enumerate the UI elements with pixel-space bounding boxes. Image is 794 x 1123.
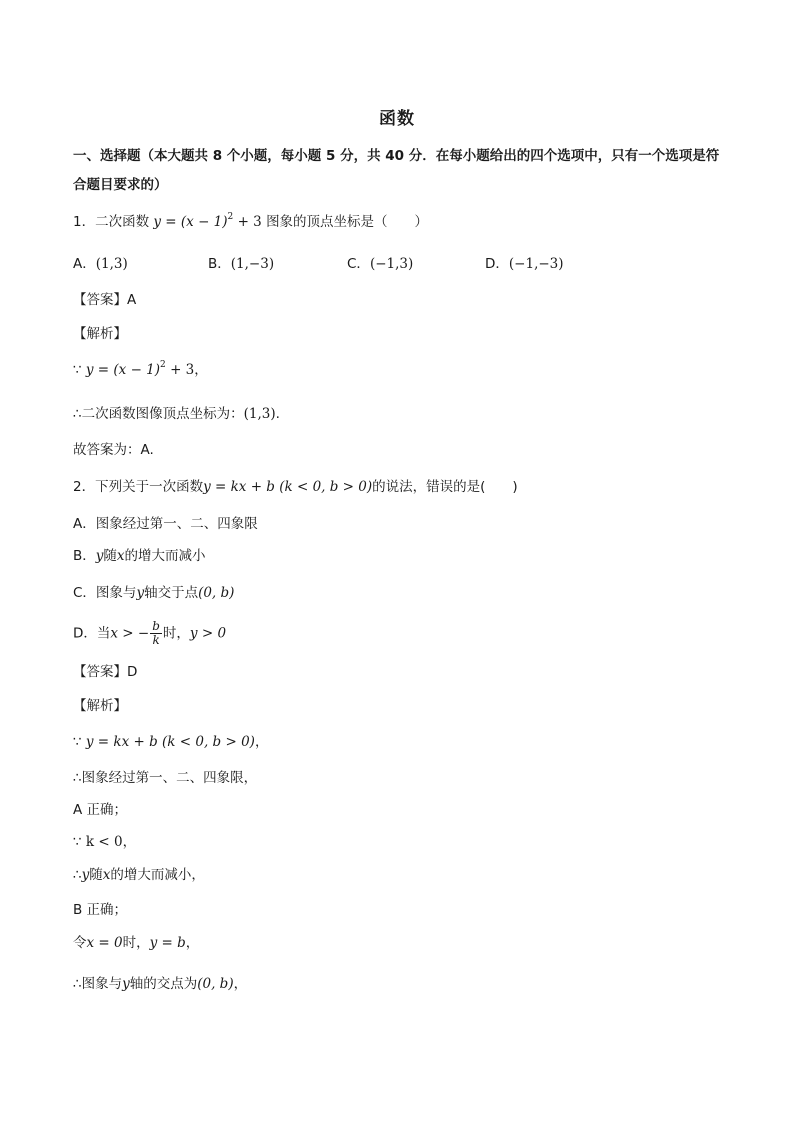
q2-step5-y: y [81,867,90,883]
q2-option-b-mid: 随 [103,548,117,564]
question-2-stem [73,477,518,497]
q2-option-c [73,583,234,603]
q2-option-b-label: B． [73,548,96,564]
q1-suffix: 图象的顶点坐标是（ ） [266,214,429,230]
q2-option-c-y: y [136,585,145,601]
q2-option-a: A．图象经过第一、二、四象限 [73,516,258,532]
q1-formula-tail: + 3 [233,214,262,230]
q2-step7-mid: 时， [122,935,150,951]
q2-prefix: 2．下列关于一次函数 [73,479,204,495]
q2-answer: 【答案】D [73,664,138,680]
q1-step2-value: (1,3) [243,406,276,422]
q2-option-b [73,546,206,566]
q2-option-d-mid: 时， [162,625,190,642]
q2-option-d-inequality: x > − [110,625,150,642]
q1-option-a-label: A． [73,256,96,272]
q1-exponent: 2 [227,212,234,222]
q2-option-b-y: y [95,548,104,564]
therefore-symbol: ∴ [73,867,82,883]
q1-option-d [485,254,564,274]
q1-option-b-label: B． [208,256,231,272]
q2-step4-formula: k < 0 [85,834,123,850]
q2-step-5 [73,865,205,885]
fraction-denominator: k [152,633,160,647]
q1-option-a-value: (1,3) [95,256,128,272]
q2-step8-point: (0, b) [197,976,234,992]
q2-option-c-label: C．图象与 [73,585,137,601]
q2-step-8 [73,974,247,994]
q2-step8-y: y [122,976,130,992]
q2-option-b-x: x [116,548,125,564]
q1-option-d-value: (−1,−3) [508,256,564,272]
q2-step7-suffix: ， [185,935,200,951]
q2-step5-x: x [102,867,111,883]
q1-option-c-value: (−1,3) [369,256,414,272]
section-heading-line2: 合题目要求的） [73,177,168,193]
q2-step1-suffix: ， [254,734,269,750]
q1-option-c-label: C． [347,256,370,272]
q2-step5-mid: 随 [89,867,103,883]
q2-suffix: 的说法，错误的是( ) [372,479,518,495]
q2-formula: y = kx + b (k < 0, b > 0) [203,479,373,495]
q1-option-b-value: (1,−3) [230,256,275,272]
q2-step-7 [73,933,199,953]
q2-step5-tail: 的增大而减小， [110,867,205,883]
q1-option-b [208,254,274,274]
q2-option-d [73,620,226,647]
question-1-stem [73,212,428,232]
q1-step1-tail: + 3 [165,362,195,378]
page-title: 函数 [379,109,415,129]
q1-step-2 [73,404,280,424]
q2-option-c-mid: 轴交于点 [144,585,199,601]
q2-option-d-tail: y > 0 [189,625,227,642]
q1-option-c [347,254,413,274]
q1-step2-text: ∴二次函数图像顶点坐标为： [73,406,244,422]
q2-step7-prefix: 令 [73,935,87,951]
q1-option-a [73,254,128,274]
q2-option-d-label: D．当 [73,625,111,642]
q1-step1-formula: y = (x − 1) [85,362,161,378]
q1-analysis-heading: 【解析】 [73,326,127,342]
q1-step1-suffix: ， [194,362,208,378]
section-heading-line1: 一、选择题（本大题共 8 个小题，每小题 5 分，共 40 分．在每小题给出的四个选项中，只有一个选项是符 [73,148,720,164]
q2-analysis-heading: 【解析】 [73,698,127,714]
q2-step-3: A 正确； [73,802,128,818]
q1-option-d-label: D． [485,256,509,272]
q2-step7-formula-2: y = b [149,935,186,951]
q1-step1-exponent: 2 [160,360,166,370]
q2-step7-formula-1: x = 0 [86,935,123,951]
q2-step4-suffix: ， [122,834,137,850]
q2-option-b-tail: 的增大而减小 [124,548,206,564]
q2-step-4 [73,832,136,852]
q2-step8-suffix: ， [233,976,248,992]
because-symbol: ∵ [73,362,86,378]
q1-prefix: 1．二次函数 [73,214,150,230]
because-symbol: ∵ [73,734,86,750]
q2-step1-formula: y = kx + b (k < 0, b > 0) [85,734,255,750]
because-symbol: ∵ [73,834,86,850]
q2-step-1 [73,732,268,752]
q2-step-6: B 正确； [73,902,128,918]
q1-answer: 【答案】A [73,292,137,308]
q1-formula: y = (x − 1) [153,214,228,230]
q1-conclusion: 故答案为：A. [73,442,154,458]
q1-step2-suffix: . [275,406,280,422]
q2-step-2: ∴图象经过第一、二、四象限， [73,770,258,786]
q2-option-c-point: (0, b) [198,585,235,601]
q2-option-d-fraction [150,620,162,647]
q2-step8-mid: 轴的交点为 [129,976,198,992]
fraction-numerator: b [152,619,160,633]
q1-step-1 [73,360,208,380]
q2-step8-prefix: ∴图象与 [73,976,123,992]
